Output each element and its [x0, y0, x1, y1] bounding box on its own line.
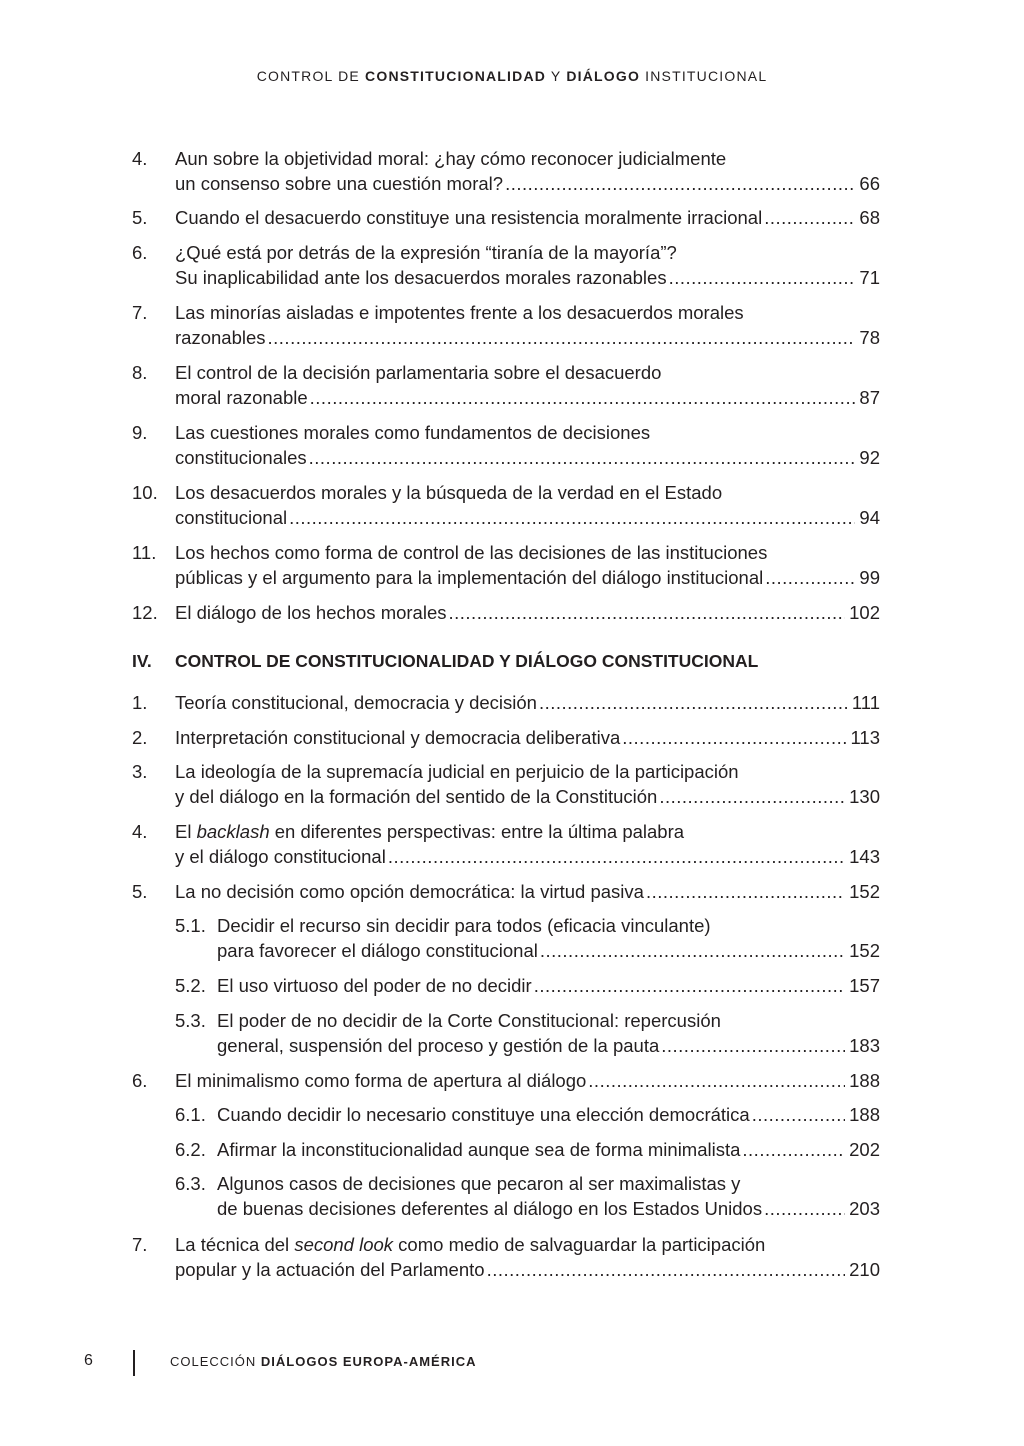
entry-page: 152 — [849, 881, 880, 902]
entry-page: 157 — [849, 975, 880, 996]
entry-title-line: Afirmar la inconstitucionalidad aunque sea de forma minimalista — [217, 1139, 741, 1160]
title-italic: second look — [294, 1234, 394, 1255]
section-title: CONTROL DE CONSTITUCIONALIDAD Y DIÁLOGO CONSTITUCIONAL — [175, 651, 759, 671]
entry-page: 130 — [849, 786, 880, 807]
entry-title-line: ¿Qué está por detrás de la expresión “tiranía de la mayoría”? — [175, 242, 677, 263]
entry-page: 66 — [859, 173, 880, 194]
entry-title-line: Las minorías aisladas e impotentes frente a los desacuerdos morales — [175, 302, 744, 323]
entry-title-line: Decidir el recurso sin decidir para todos (eficacia vinculante) — [217, 915, 711, 936]
entry-title-line: general, suspensión del proceso y gestión de la pauta — [217, 1035, 660, 1056]
entry-title-line: El uso virtuoso del poder de no decidir — [217, 975, 532, 996]
leader-dots — [447, 600, 846, 625]
entry-title-line: Cuando el desacuerdo constituye una resistencia moralmente irracional — [175, 207, 763, 228]
entry-page: 92 — [859, 447, 880, 468]
leader-dots — [532, 973, 845, 998]
entry-title-line: El minimalismo como forma de apertura al diálogo — [175, 1070, 587, 1091]
entry-page: 78 — [859, 327, 880, 348]
leader-dots — [659, 1033, 845, 1058]
entry-title-line: Interpretación constitucional y democracia deliberativa — [175, 727, 621, 748]
page-number: 6 — [84, 1352, 93, 1369]
collection-name — [170, 1354, 477, 1369]
entry-title-line: públicas y el argumento para la implementación del diálogo institucional — [175, 567, 764, 588]
entry-number: 11. — [132, 542, 157, 563]
entry-title-line: un consenso sobre una cuestión moral? — [175, 173, 504, 194]
leader-dots — [762, 205, 855, 230]
entry-title-line: para favorecer el diálogo constitucional — [217, 940, 538, 961]
title-text: como medio de salvaguardar la participación — [393, 1234, 766, 1255]
entry-number: 7. — [132, 302, 148, 323]
entry-number: 3. — [132, 761, 148, 782]
entry-title-line: El poder de no decidir de la Corte Constitucional: repercusión — [217, 1010, 721, 1031]
running-head-bold: DIÁLOGO — [566, 68, 641, 84]
entry-page: 183 — [849, 1035, 880, 1056]
entry-title-line: Algunos casos de decisiones que pecaron al ser maximalistas y — [217, 1173, 741, 1194]
entry-page: 111 — [851, 692, 880, 713]
entry-page: 152 — [849, 940, 880, 961]
entry-number: 5. — [132, 207, 148, 228]
leader-dots — [762, 1196, 845, 1221]
leader-dots — [307, 445, 856, 470]
running-head-bold: CONSTITUCIONALIDAD — [365, 68, 547, 84]
entry-number: 6.3. — [175, 1173, 206, 1194]
entry-title-line: La no decisión como opción democrática: la virtud pasiva — [175, 881, 644, 902]
leader-dots — [266, 325, 856, 350]
footer-divider — [133, 1350, 135, 1376]
entry-number: 6.1. — [175, 1104, 206, 1125]
leader-dots — [386, 844, 845, 869]
entry-number: 9. — [132, 422, 148, 443]
leader-dots — [308, 385, 856, 410]
entry-title-line: Aun sobre la objetividad moral: ¿hay cómo reconocer judicialmente — [175, 148, 727, 169]
entry-title-line: Su inaplicabilidad ante los desacuerdos morales razonables — [175, 267, 667, 288]
entry-page: 102 — [849, 602, 880, 623]
entry-number: 4. — [132, 821, 148, 842]
entry-title-line: Los hechos como forma de control de las decisiones de las instituciones — [175, 542, 768, 563]
entry-number: 5.2. — [175, 975, 206, 996]
leader-dots — [620, 725, 846, 750]
entry-title-line: El control de la decisión parlamentaria sobre el desacuerdo — [175, 362, 662, 383]
entry-title-line — [175, 819, 880, 844]
leader-dots — [657, 784, 845, 809]
entry-title-line: Las cuestiones morales como fundamentos de decisiones — [175, 422, 651, 443]
entry-number: 1. — [132, 692, 148, 713]
entry-number: 10. — [132, 482, 158, 503]
running-head-part: INSTITUCIONAL — [640, 68, 768, 84]
entry-number: 4. — [132, 148, 148, 169]
entry-page: 210 — [849, 1259, 880, 1280]
leader-dots — [667, 265, 856, 290]
entry-page: 94 — [859, 507, 880, 528]
leader-dots — [287, 505, 855, 530]
entry-page: 203 — [849, 1198, 880, 1219]
entry-number: 5. — [132, 881, 148, 902]
leader-dots — [763, 565, 855, 590]
entry-title-line: y el diálogo constitucional — [175, 846, 386, 867]
entry-number: 5.1. — [175, 915, 206, 936]
running-head-part: Y — [546, 68, 567, 84]
entry-title-line: constitucionales — [175, 447, 307, 468]
entry-number: 8. — [132, 362, 148, 383]
leader-dots — [586, 1068, 845, 1093]
entry-page: 143 — [849, 846, 880, 867]
entry-title-line: moral razonable — [175, 387, 308, 408]
title-text: en diferentes perspectivas: entre la última palabra — [269, 821, 685, 842]
entry-number: 6. — [132, 242, 148, 263]
page-footer — [0, 1350, 1024, 1378]
entry-page: 202 — [849, 1139, 880, 1160]
title-text: El — [175, 821, 197, 842]
title-italic: backlash — [196, 821, 270, 842]
entry-title-line: y del diálogo en la formación del sentido de la Constitución — [175, 786, 658, 807]
title-text: La técnica del — [175, 1234, 295, 1255]
entry-number: 2. — [132, 727, 148, 748]
entry-number: 7. — [132, 1234, 148, 1255]
entry-title-line: popular y la actuación del Parlamento — [175, 1259, 485, 1280]
leader-dots — [538, 938, 845, 963]
running-head — [0, 68, 1024, 84]
leader-dots — [740, 1137, 845, 1162]
entry-title-line — [175, 1232, 880, 1257]
entry-title-line: Los desacuerdos morales y la búsqueda de la verdad en el Estado — [175, 482, 723, 503]
leader-dots — [503, 171, 855, 196]
entry-title-line: El diálogo de los hechos morales — [175, 602, 447, 623]
collection-title: DIÁLOGOS EUROPA-AMÉRICA — [260, 1354, 477, 1369]
leader-dots — [537, 690, 848, 715]
section-heading — [132, 649, 880, 674]
entry-title-line: La ideología de la supremacía judicial en perjuicio de la participación — [175, 761, 739, 782]
entry-title-line: Teoría constitucional, democracia y decisión — [175, 692, 537, 713]
entry-page: 113 — [850, 727, 880, 748]
entry-page: 188 — [849, 1070, 880, 1091]
entry-number: 5.3. — [175, 1010, 206, 1031]
leader-dots — [750, 1102, 845, 1127]
leader-dots — [485, 1257, 846, 1282]
leader-dots — [644, 879, 845, 904]
entry-title-line: razonables — [175, 327, 266, 348]
entry-title-line: de buenas decisiones deferentes al diálogo en los Estados Unidos — [217, 1198, 763, 1219]
section-number: IV. — [132, 651, 152, 671]
entry-page: 99 — [859, 567, 880, 588]
collection-prefix: COLECCIÓN — [170, 1354, 261, 1369]
entry-title-line: Cuando decidir lo necesario constituye una elección democrática — [217, 1104, 750, 1125]
entry-page: 87 — [859, 387, 880, 408]
entry-page: 71 — [859, 267, 880, 288]
entry-number: 6.2. — [175, 1139, 206, 1160]
entry-number: 6. — [132, 1070, 148, 1091]
entry-page: 68 — [859, 207, 880, 228]
entry-title-line: constitucional — [175, 507, 288, 528]
running-head-part: CONTROL DE — [256, 68, 366, 84]
entry-number: 12. — [132, 602, 158, 623]
entry-page: 188 — [849, 1104, 880, 1125]
